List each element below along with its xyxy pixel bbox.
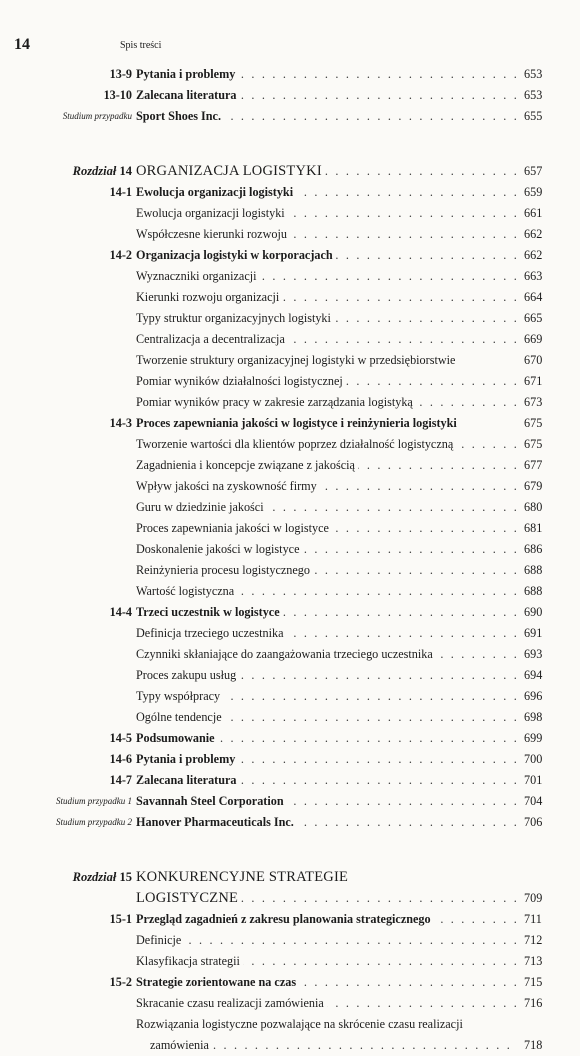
toc-entry [0, 686, 580, 707]
page-ref: 653 [524, 88, 543, 102]
toc-entry [0, 476, 580, 497]
page-ref: 659 [524, 185, 543, 199]
page-ref: 655 [524, 109, 543, 123]
chapter-15-heading [0, 867, 580, 888]
toc-entry [0, 245, 580, 266]
page-ref: 701 [524, 773, 543, 787]
toc-entry [0, 371, 580, 392]
entry-title: Savannah Steel Corporation . . . [136, 791, 518, 812]
toc-entry [0, 770, 580, 791]
page-ref: 675 [524, 416, 543, 430]
toc-entry [0, 266, 580, 287]
toc-entry [0, 812, 580, 833]
page-ref: 688 [524, 584, 543, 598]
section-number: 14-7 [109, 773, 132, 787]
toc-group-15 [0, 909, 580, 1056]
section-number: 14-1 [109, 185, 132, 199]
entry-title: Pytania i problemy . . . [136, 64, 518, 85]
toc-entry [0, 287, 580, 308]
entry-title: Reinżynieria procesu logistycznego . . . [136, 560, 518, 581]
page-ref: 693 [524, 647, 543, 661]
table-of-contents [0, 64, 580, 1056]
page-ref: 670 [524, 353, 543, 367]
entry-title: Klasyfikacja strategii . . . [136, 951, 518, 972]
toc-entry [0, 623, 580, 644]
toc-entry [0, 413, 580, 434]
entry-title: Zalecana literatura . . . [136, 770, 518, 791]
toc-entry [0, 455, 580, 476]
toc-entry [0, 728, 580, 749]
entry-title: Tworzenie struktury organizacyjnej logistyki w przedsiębiorstwie [136, 350, 518, 371]
toc-entry [0, 497, 580, 518]
toc-entry [0, 539, 580, 560]
chapter-title-line2: LOGISTYCZNE . . . [136, 888, 518, 909]
entry-title: Skracanie czasu realizacji zamówienia . . . [136, 993, 518, 1014]
page-ref: 663 [524, 269, 543, 283]
page-ref: 691 [524, 626, 543, 640]
toc-entry [0, 972, 580, 993]
entry-title: Hanover Pharmaceuticals Inc. . . . [136, 812, 518, 833]
page-number: 14 [14, 36, 30, 53]
toc-entry [0, 602, 580, 623]
entry-title: Tworzenie wartości dla klientów poprzez działalność logistyczną . . . [136, 434, 518, 455]
page-ref: 657 [524, 164, 543, 178]
chapter-14-heading [0, 161, 580, 182]
page-ref: 677 [524, 458, 543, 472]
entry-title: Sport Shoes Inc. . . . [136, 106, 518, 127]
page-ref: 690 [524, 605, 543, 619]
page-header [0, 0, 580, 60]
entry-title: Zagadnienia i koncepcje związane z jakością . . . [136, 455, 518, 476]
entry-title: Ewolucja organizacji logistyki . . . [136, 182, 518, 203]
entry-title: Ewolucja organizacji logistyki . . . [136, 203, 518, 224]
page-ref: 696 [524, 689, 543, 703]
page-ref: 681 [524, 521, 543, 535]
entry-title: Strategie zorientowane na czas . . . [136, 972, 518, 993]
entry-title: Czynniki skłaniające do zaangażowania trzeciego uczestnika . . . [136, 644, 518, 665]
case-study-label: Studium przypadku [62, 111, 132, 121]
entry-title: Centralizacja a decentralizacja . . . [136, 329, 518, 350]
toc-entry [0, 1014, 580, 1035]
toc-entry [0, 644, 580, 665]
case-study-label: Studium przypadku 1 [56, 796, 132, 806]
toc-group-13 [0, 64, 580, 127]
toc-entry [0, 182, 580, 203]
toc-entry [0, 707, 580, 728]
page-ref: 716 [524, 996, 543, 1010]
chapter-15-heading-cont [0, 888, 580, 909]
page-ref: 713 [524, 954, 543, 968]
toc-entry [0, 581, 580, 602]
section-number: 14-2 [109, 248, 132, 262]
entry-title: Wyznaczniki organizacji . . . [136, 266, 518, 287]
toc-entry [0, 1035, 580, 1056]
toc-entry [0, 106, 580, 127]
entry-title: Rozwiązania logistyczne pozwalające na skrócenie czasu realizacji [136, 1014, 518, 1035]
page-ref: 699 [524, 731, 543, 745]
entry-title: Proces zapewniania jakości w logistyce . . . [136, 518, 518, 539]
section-number: 14-3 [109, 416, 132, 430]
page-ref: 675 [524, 437, 543, 451]
page-ref: 673 [524, 395, 543, 409]
page-ref: 680 [524, 500, 543, 514]
toc-entry [0, 951, 580, 972]
entry-title: Kierunki rozwoju organizacji . . . [136, 287, 518, 308]
entry-title: Przegląd zagadnień z zakresu planowania strategicznego . . . [136, 909, 518, 930]
entry-title: Organizacja logistyki w korporacjach . . . [136, 245, 518, 266]
entry-title: Pytania i problemy . . . [136, 749, 518, 770]
page-ref: 661 [524, 206, 543, 220]
toc-entry [0, 350, 580, 371]
toc-entry [0, 749, 580, 770]
page-ref: 706 [524, 815, 543, 829]
running-title: Spis treści [120, 40, 162, 51]
entry-title: Guru w dziedzinie jakości . . . [136, 497, 518, 518]
toc-entry [0, 560, 580, 581]
page-ref: 711 [524, 912, 542, 926]
section-number: 14-5 [109, 731, 132, 745]
entry-title: Podsumowanie . . . [136, 728, 518, 749]
page-ref: 715 [524, 975, 543, 989]
toc-entry [0, 930, 580, 951]
toc-entry [0, 203, 580, 224]
page-ref: 712 [524, 933, 543, 947]
chapter-label: Rozdział 14 [72, 164, 132, 178]
section-number: 13-9 [109, 67, 132, 81]
case-study-label: Studium przypadku 2 [56, 817, 132, 827]
entry-title: Pomiar wyników pracy w zakresie zarządzania logistyką . . . [136, 392, 518, 413]
toc-group-14 [0, 182, 580, 833]
toc-entry [0, 64, 580, 85]
toc-entry [0, 85, 580, 106]
entry-title: Definicja trzeciego uczestnika . . . [136, 623, 518, 644]
section-number: 14-6 [109, 752, 132, 766]
toc-entry [0, 392, 580, 413]
section-number: 15-2 [109, 975, 132, 989]
toc-entry [0, 665, 580, 686]
section-number: 13-10 [103, 88, 132, 102]
page-ref: 709 [524, 891, 543, 905]
toc-entry [0, 308, 580, 329]
entry-title: Wartość logistyczna . . . [136, 581, 518, 602]
page-ref: 664 [524, 290, 543, 304]
entry-title: Doskonalenie jakości w logistyce . . . [136, 539, 518, 560]
entry-title: Ogólne tendencje . . . [136, 707, 518, 728]
toc-entry [0, 434, 580, 455]
entry-title: Wpływ jakości na zyskowność firmy . . . [136, 476, 518, 497]
page-ref: 669 [524, 332, 543, 346]
entry-title: Definicje . . . [136, 930, 518, 951]
page-ref: 700 [524, 752, 543, 766]
entry-title: Typy struktur organizacyjnych logistyki . . . [136, 308, 518, 329]
toc-entry [0, 791, 580, 812]
entry-title: Współczesne kierunki rozwoju . . . [136, 224, 518, 245]
page-ref: 662 [524, 227, 543, 241]
page-ref: 704 [524, 794, 543, 808]
toc-entry [0, 993, 580, 1014]
page-ref: 718 [524, 1038, 543, 1052]
section-number: 14-4 [109, 605, 132, 619]
entry-title: Proces zakupu usług . . . [136, 665, 518, 686]
chapter-label: Rozdział 15 [72, 870, 132, 884]
page-ref: 686 [524, 542, 543, 556]
chapter-title: ORGANIZACJA LOGISTYKI . . . [136, 161, 518, 182]
entry-title: Trzeci uczestnik w logistyce . . . [136, 602, 518, 623]
entry-title: Zalecana literatura . . . [136, 85, 518, 106]
section-number: 15-1 [109, 912, 132, 926]
toc-entry [0, 518, 580, 539]
toc-entry [0, 909, 580, 930]
chapter-title-line1: KONKURENCYJNE STRATEGIE [136, 867, 518, 888]
entry-title: Proces zapewniania jakości w logistyce i reinżynieria logistyki [136, 413, 518, 434]
page-ref: 662 [524, 248, 543, 262]
page-ref: 665 [524, 311, 543, 325]
page-ref: 698 [524, 710, 543, 724]
entry-title: Typy współpracy . . . [136, 686, 518, 707]
page-ref: 688 [524, 563, 543, 577]
toc-entry [0, 224, 580, 245]
page-ref: 671 [524, 374, 543, 388]
entry-title: zamówienia . . . [150, 1035, 518, 1056]
page-ref: 653 [524, 67, 543, 81]
page-ref: 694 [524, 668, 543, 682]
entry-title: Pomiar wyników działalności logistycznej . . . [136, 371, 518, 392]
page-ref: 679 [524, 479, 543, 493]
toc-entry [0, 329, 580, 350]
